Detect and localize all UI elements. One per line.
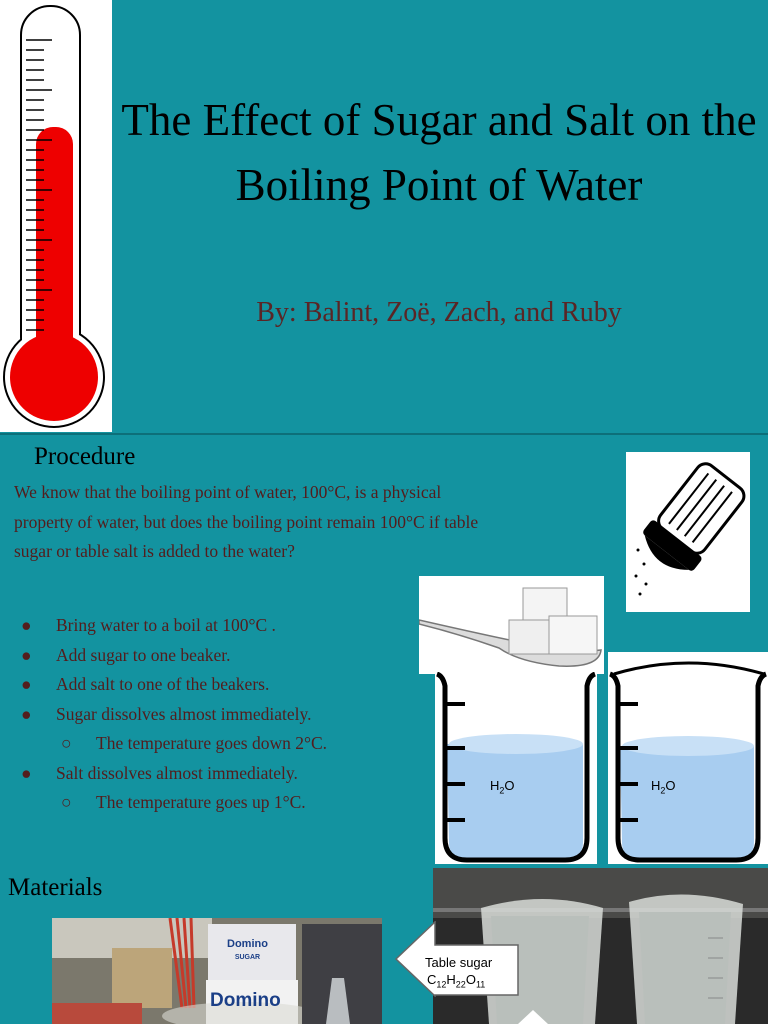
procedure-heading: Procedure: [34, 443, 136, 470]
table-sugar-callout: [395, 921, 519, 997]
procedure-substep: ○ The temperature goes up 1°C.: [61, 792, 306, 812]
procedure-substep: ○ The temperature goes down 2°C.: [61, 733, 328, 753]
procedure-step: ● Add salt to one of the beakers.: [21, 674, 270, 694]
procedure-intro: We know that the boiling point of water, 100°C, is a physical property of water, but does the boiling point remain 100°C if table sugar or table salt is added to the water?: [14, 482, 479, 561]
page-title: The Effect of Sugar and Salt on the Boiling Point of Water: [121, 95, 757, 210]
thermometer-image: [0, 0, 112, 432]
procedure-step: ● Sugar dissolves almost immediately.: [21, 703, 312, 724]
h2o-label: $H_2O$: [490, 778, 515, 796]
callout-label: Table sugar: [425, 955, 493, 970]
beaker-salt-image: [608, 652, 768, 864]
procedure-step: ● Add sugar to one beaker.: [21, 644, 231, 665]
salt-shaker-image: [626, 452, 750, 612]
sugar-bag-label: Domino: [210, 990, 281, 1011]
procedure-steps-list: [18, 611, 418, 818]
authors-byline: By: Balint, Zoë, Zach, and Ruby: [256, 297, 622, 328]
materials-photo: [52, 918, 382, 1024]
sugar-box-label: Domino SUGAR: [227, 938, 268, 961]
procedure-step: ● Salt dissolves almost immediately.: [21, 762, 298, 783]
sugar-formula: $C_{12}H_{22}O_{11}$: [427, 972, 486, 990]
h2o-label: $H_2O$: [651, 778, 676, 796]
section-divider: [0, 433, 768, 435]
beaker-sugar-image: [435, 672, 597, 864]
materials-heading: Materials: [8, 874, 103, 901]
sugar-cubes-spoon-image: [419, 576, 604, 674]
procedure-step: ● Bring water to a boil at 100°C .: [21, 615, 276, 635]
